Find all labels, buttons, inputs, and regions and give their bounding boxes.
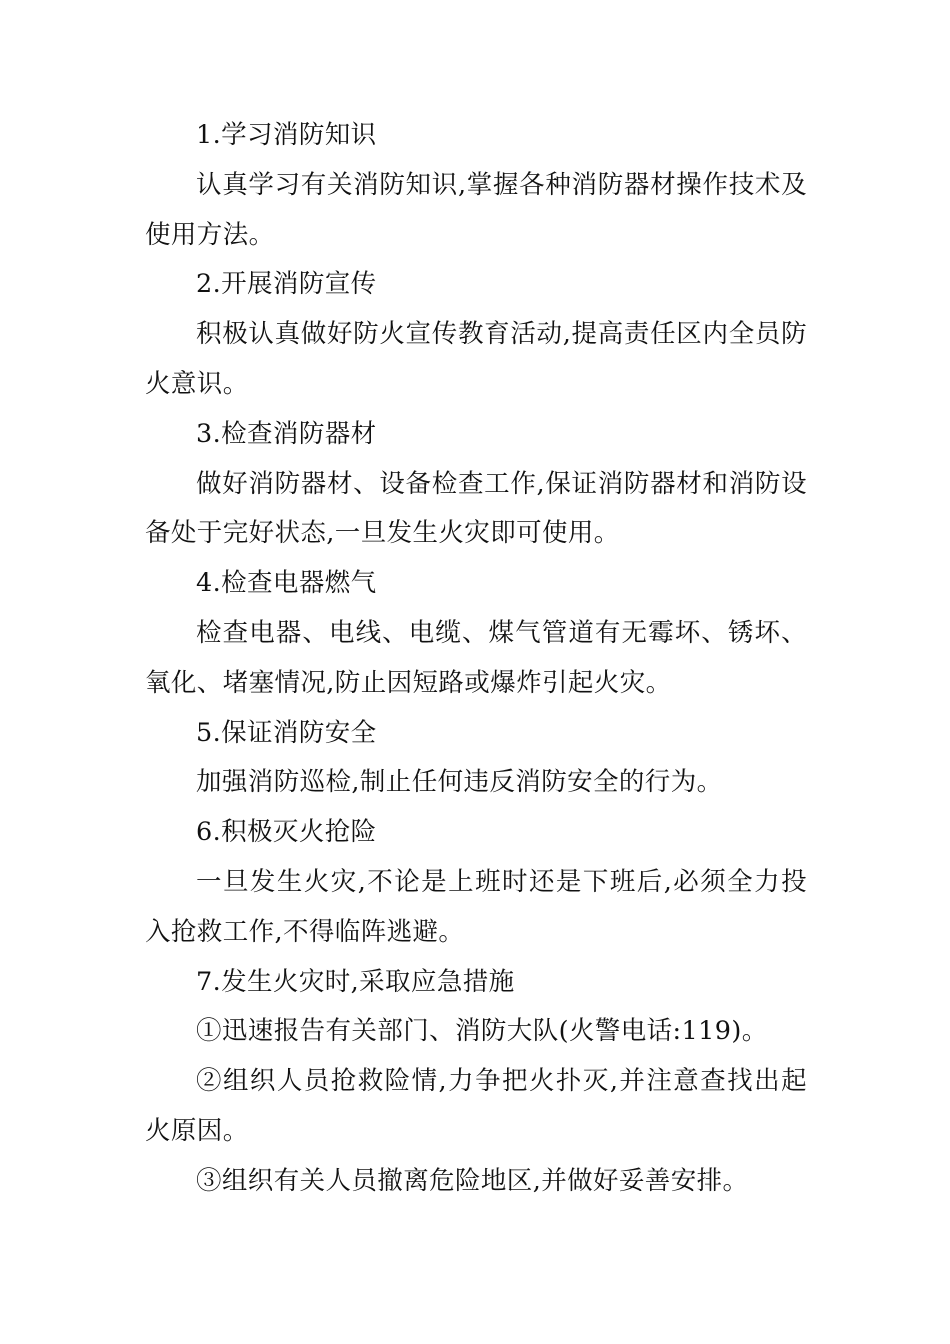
paragraph-5: 加强消防巡检,制止任何违反消防安全的行为。 [196,767,723,798]
paragraph-2: 积极认真做好防火宣传教育活动,提高责任区内全员防火意识。 [145,319,807,399]
paragraph-4: 检查电器、电线、电缆、煤气管道有无霉坏、锈坏、氧化、堵塞情况,防止因短路或爆炸引起火灾。 [145,617,807,698]
list-item-2: ②组织人员抢救险情,力争把火扑灭,并注意查找出起火原因。 [145,1066,807,1146]
list-item-1: ①迅速报告有关部门、消防大队(火警电话:119)。 [196,1016,768,1047]
section-heading-3: 3.检查消防器材 [196,418,377,449]
section-heading-7: 7.发生火灾时,采取应急措施 [196,966,515,997]
paragraph-1: 认真学习有关消防知识,掌握各种消防器材操作技术及使用方法。 [145,169,807,250]
section-heading-6: 6.积极灭火抢险 [196,817,377,848]
section-heading-1: 1.学习消防知识 [196,120,377,150]
document-body [145,111,807,1207]
section-heading-5: 5.保证消防安全 [196,717,377,748]
list-item-3: ③组织有关人员撤离危险地区,并做好妥善安排。 [196,1165,749,1196]
paragraph-3: 做好消防器材、设备检查工作,保证消防器材和消防设备处于完好状态,一旦发生火灾即可使用。 [145,468,807,549]
section-heading-2: 2.开展消防宣传 [196,269,377,300]
section-heading-4: 4.检查电器燃气 [196,568,377,599]
paragraph-6: 一旦发生火灾,不论是上班时还是下班后,必须全力投入抢救工作,不得临阵逃避。 [145,866,807,947]
